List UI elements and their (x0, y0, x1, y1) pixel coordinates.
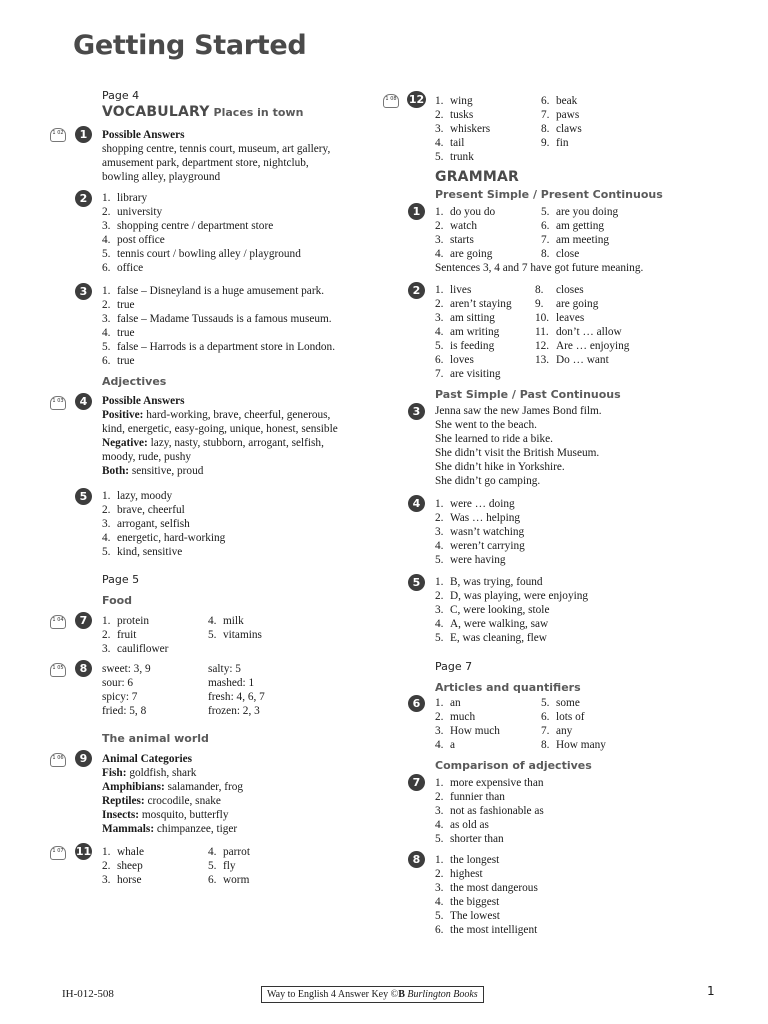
exercise-number-badge: 5 (408, 574, 425, 591)
answer-line: She didn’t hike in Yorkshire. (435, 461, 565, 473)
list-item: 1. more expensive than (435, 777, 544, 789)
answer-line: She went to the beach. (435, 419, 537, 431)
list-item: 4. energetic, hard-working (102, 532, 226, 544)
category-label: Amphibians: (102, 781, 165, 793)
list-item: 2. tusks (435, 109, 474, 121)
both-label: Both: (102, 465, 129, 477)
exercise-number-badge: 1 (75, 126, 92, 143)
list-item: 6. worm (208, 874, 250, 886)
category-label: Mammals: (102, 823, 155, 835)
publisher-logo: B (398, 989, 405, 1000)
grammar-7-list (435, 776, 544, 846)
list-item: 4. are going (435, 248, 493, 260)
list-item: 5. are you doing (541, 206, 619, 218)
list-item: 1. lazy, moody (102, 490, 173, 502)
past-heading: Past Simple / Past Continuous (435, 388, 621, 401)
list-item: 4. am writing (435, 326, 500, 338)
list-item: 6. the most intelligent (435, 924, 538, 936)
list-item: 6. beak (541, 95, 578, 107)
list-item: 6. office (102, 262, 144, 274)
list-item: 3. How much (435, 725, 500, 737)
list-item: 3. C, were looking, stole (435, 604, 550, 616)
document-code: IH-012-508 (62, 988, 114, 1000)
exercise-number-badge: 2 (408, 282, 425, 299)
category-label: Fish: (102, 767, 127, 779)
grammar-4-list (435, 497, 525, 567)
list-item: 6. am getting (541, 220, 605, 232)
page-label-5: Page 5 (102, 573, 140, 586)
list-item: 3. arrogant, selfish (102, 518, 190, 530)
page-title: Getting Started (73, 30, 307, 61)
list-item: 2. fruit (102, 629, 137, 641)
exercise-number-badge: 8 (408, 851, 425, 868)
list-item: 2. funnier than (435, 791, 505, 803)
list-item: 9. fin (541, 137, 569, 149)
list-item: 3. the most dangerous (435, 882, 538, 894)
list-item: 4. parrot (208, 846, 250, 858)
list-item: 3. am sitting (435, 312, 495, 324)
column-2 (208, 614, 262, 642)
exercise-number-badge: 5 (75, 488, 92, 505)
page-label-4: Page 4 (102, 89, 140, 102)
list-item: 2. university (102, 206, 163, 218)
list-item: sweet: 3, 9 (102, 663, 151, 675)
adjectives-heading: Adjectives (102, 375, 167, 388)
list-item: 5. fly (208, 860, 236, 872)
list-item: 4. a (435, 739, 456, 751)
list-item: spicy: 7 (102, 691, 138, 703)
column-2 (208, 845, 250, 887)
list-item: 1. were … doing (435, 498, 515, 510)
list-item: 1. lives (435, 284, 472, 296)
answer-line: amusement park, department store, nightclub, (102, 157, 309, 169)
vocabulary-heading (102, 104, 303, 120)
list-item: 10. leaves (535, 312, 585, 324)
list-item: 1. library (102, 192, 148, 204)
list-item: 4. true (102, 327, 135, 339)
exercise-number-badge: 3 (75, 283, 92, 300)
grammar-2-grid (435, 283, 735, 381)
exercise-9-answers (102, 752, 243, 836)
category-label: Insects: (102, 809, 140, 821)
list-item: 3. shopping centre / department store (102, 220, 274, 232)
answers-heading: Possible Answers (102, 395, 185, 407)
list-item: 1. an (435, 697, 461, 709)
list-item: 1. protein (102, 615, 149, 627)
list-item: 1. B, was trying, found (435, 576, 543, 588)
audio-cd-icon[interactable]: 1 05 (50, 663, 66, 677)
list-item: 12. Are … enjoying (535, 340, 630, 352)
list-item: 5. some (541, 697, 580, 709)
list-item: frozen: 2, 3 (208, 705, 260, 717)
exercise-3-list (102, 284, 335, 368)
list-item: 2. sheep (102, 860, 143, 872)
list-item: 3. wasn’t watching (435, 526, 525, 538)
column-2 (541, 94, 582, 150)
list-item: 3. whiskers (435, 123, 491, 135)
audio-cd-icon[interactable]: 1 04 (50, 615, 66, 629)
list-item: 5. vitamins (208, 629, 262, 641)
list-item: 7. paws (541, 109, 580, 121)
category-values: chimpanzee, tiger (156, 823, 238, 835)
positive-adjectives: hard-working, brave, cheerful, generous, (146, 409, 331, 421)
answer-line: She didn’t go camping. (435, 475, 541, 487)
list-item: 3. horse (102, 874, 142, 886)
list-item: 2. D, was playing, were enjoying (435, 590, 589, 602)
positive-label: Positive: (102, 409, 144, 421)
column-2 (208, 662, 265, 718)
exercise-4-answers (102, 394, 338, 478)
list-item: 5. E, was cleaning, flew (435, 632, 547, 644)
exercise-1-answers (102, 128, 330, 184)
list-item: 1. the longest (435, 854, 500, 866)
negative-adjectives-cont: moody, rude, pushy (102, 451, 192, 463)
vocabulary-subtitle: Places in town (213, 106, 304, 119)
audio-cd-icon[interactable]: 1 06 (50, 753, 66, 767)
column-2 (535, 283, 629, 367)
list-item: 2. much (435, 711, 476, 723)
answer-line: She didn’t visit the British Museum. (435, 447, 600, 459)
exercise-number-badge: 3 (408, 403, 425, 420)
exercise-number-badge: 1 (408, 203, 425, 220)
list-item: 2. watch (435, 220, 477, 232)
category-values: crocodile, snake (147, 795, 221, 807)
exercise-number-badge: 9 (75, 750, 92, 767)
exercise-number-badge: 7 (408, 774, 425, 791)
list-item: 6. true (102, 355, 135, 367)
exercise-number-badge: 4 (408, 495, 425, 512)
list-item: 4. weren’t carrying (435, 540, 525, 552)
exercise-2-list (102, 191, 301, 275)
grammar-6-grid (435, 696, 735, 752)
list-item: 3. starts (435, 234, 474, 246)
page-label-7: Page 7 (435, 660, 473, 673)
list-item: 5. tennis court / bowling alley / playground (102, 248, 301, 260)
list-item: 4. post office (102, 234, 165, 246)
exercise-12-grid (435, 94, 675, 164)
list-item: 2. highest (435, 868, 483, 880)
answer-line: bowling alley, playground (102, 171, 221, 183)
list-item: 3. not as fashionable as (435, 805, 544, 817)
grammar-1-note: Sentences 3, 4 and 7 have got future meaning. (435, 262, 644, 274)
page-number: 1 (707, 984, 715, 998)
audio-cd-icon[interactable]: 1 08 (383, 94, 399, 108)
audio-cd-icon[interactable]: 1 07 (50, 846, 66, 860)
negative-label: Negative: (102, 437, 148, 449)
grammar-heading: GRAMMAR (435, 169, 519, 185)
list-item: 5. shorter than (435, 833, 504, 845)
footer-credit (261, 986, 484, 1003)
present-heading: Present Simple / Present Continuous (435, 188, 663, 201)
list-item: 2. true (102, 299, 135, 311)
articles-heading: Articles and quantifiers (435, 681, 581, 694)
list-item: fried: 5, 8 (102, 705, 147, 717)
list-item: 5. trunk (435, 151, 474, 163)
answer-line: shopping centre, tennis court, museum, art gallery, (102, 143, 331, 155)
list-item: 6. lots of (541, 711, 585, 723)
list-item: 5. is feeding (435, 340, 495, 352)
column-2 (541, 696, 606, 752)
list-item: 4. tail (435, 137, 465, 149)
list-item: fresh: 4, 6, 7 (208, 691, 265, 703)
grammar-8-list (435, 853, 538, 937)
list-item: 1. whale (102, 846, 144, 858)
list-item: 4. the biggest (435, 896, 500, 908)
answers-heading: Animal Categories (102, 753, 193, 765)
negative-adjectives: lazy, nasty, stubborn, arrogant, selfish, (150, 437, 324, 449)
list-item: 8. close (541, 248, 580, 260)
list-item: 5. kind, sensitive (102, 546, 183, 558)
category-values: goldfish, shark (129, 767, 197, 779)
list-item: 4. as old as (435, 819, 489, 831)
list-item: 1. false – Disneyland is a huge amusement park. (102, 285, 325, 297)
list-item: mashed: 1 (208, 677, 255, 689)
publisher-name: Burlington Books (407, 989, 478, 1000)
exercise-number-badge: 12 (408, 93, 425, 106)
list-item: 7. am meeting (541, 234, 610, 246)
exercise-number-badge: 11 (75, 845, 92, 858)
list-item: 9. are going (535, 298, 599, 310)
exercise-number-badge: 6 (408, 695, 425, 712)
exercise-number-badge: 2 (75, 190, 92, 207)
list-item: 1. wing (435, 95, 473, 107)
list-item: 8. How many (541, 739, 606, 751)
exercise-11-grid (102, 845, 342, 887)
list-item: 7. are visiting (435, 368, 501, 380)
exercise-number-badge: 4 (75, 393, 92, 410)
exercise-5-list (102, 489, 225, 559)
list-item: 8. claws (541, 123, 582, 135)
list-item: 5. were having (435, 554, 506, 566)
column-2 (541, 205, 618, 261)
both-adjectives: sensitive, proud (131, 465, 204, 477)
animal-world-heading: The animal world (102, 732, 209, 745)
comparison-heading: Comparison of adjectives (435, 759, 592, 772)
category-label: Reptiles: (102, 795, 145, 807)
list-item: 3. cauliflower (102, 643, 169, 655)
list-item: salty: 5 (208, 663, 241, 675)
vocabulary-title: VOCABULARY (102, 104, 210, 120)
list-item: 5. false – Harrods is a department store in London. (102, 341, 336, 353)
exercise-number-badge: 8 (75, 660, 92, 677)
category-values: salamander, frog (167, 781, 244, 793)
list-item: 3. false – Madame Tussauds is a famous museum. (102, 313, 332, 325)
list-item: 7. any (541, 725, 573, 737)
list-item: 13. Do … want (535, 354, 609, 366)
list-item: 4. A, were walking, saw (435, 618, 549, 630)
list-item: 4. milk (208, 615, 244, 627)
list-item: sour: 6 (102, 677, 134, 689)
exercise-7-grid (102, 614, 342, 656)
exercise-number-badge: 7 (75, 612, 92, 629)
answers-heading: Possible Answers (102, 129, 185, 141)
grammar-5-list (435, 575, 588, 645)
list-item: 1. do you do (435, 206, 496, 218)
list-item: 2. Was … helping (435, 512, 520, 524)
positive-adjectives-cont: kind, energetic, easy-going, unique, honest, sensible (102, 423, 338, 435)
answer-line: Jenna saw the new James Bond film. (435, 405, 602, 417)
list-item: 8. closes (535, 284, 584, 296)
list-item: 5. The lowest (435, 910, 500, 922)
list-item: 6. loves (435, 354, 474, 366)
audio-cd-icon[interactable]: 1 02 (50, 128, 66, 142)
exercise-8-grid (102, 662, 342, 718)
food-heading: Food (102, 594, 133, 607)
grammar-1-grid (435, 205, 735, 261)
grammar-3-answers (435, 404, 602, 488)
book-title: Way to English 4 Answer Key © (267, 989, 399, 1000)
answer-line: She learned to ride a bike. (435, 433, 553, 445)
list-item: 2. brave, cheerful (102, 504, 185, 516)
list-item: 11. don’t … allow (535, 326, 622, 338)
list-item: 2. aren’t staying (435, 298, 512, 310)
category-values: mosquito, butterfly (141, 809, 229, 821)
audio-cd-icon[interactable]: 1 03 (50, 396, 66, 410)
